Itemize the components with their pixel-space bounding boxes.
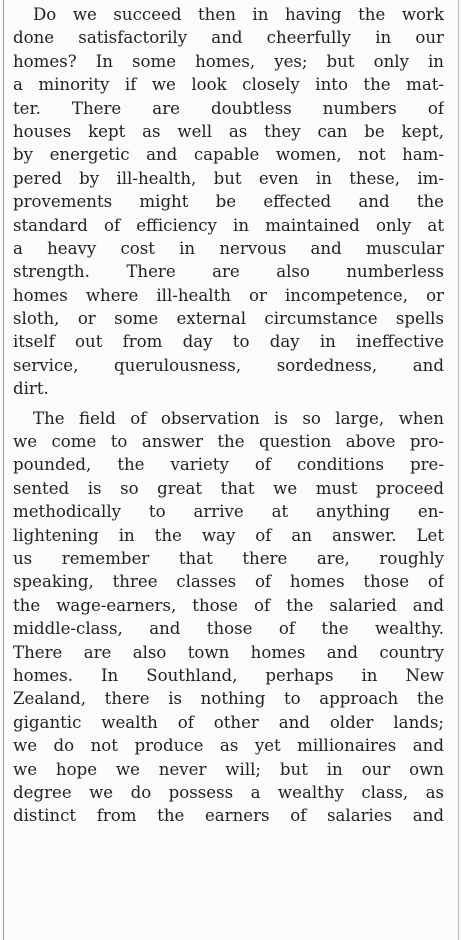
column-rule-left xyxy=(3,0,4,940)
text-line: sented is so great that we must proceed xyxy=(13,478,444,498)
text-line: houses kept as well as they can be kept, xyxy=(13,121,444,141)
paragraph-2 xyxy=(13,407,444,828)
text-line: dirt. xyxy=(13,379,49,399)
text-line: methodically to arrive at anything en- xyxy=(13,502,444,522)
column-rule-right xyxy=(458,0,459,940)
text-line: homes. In Southland, perhaps in New xyxy=(13,665,444,685)
text-line: Do we succeed then in having the work xyxy=(33,5,444,24)
text-line: service, querulousness, sordedness, and xyxy=(13,355,444,375)
text-line: us remember that there are, roughly xyxy=(13,548,444,568)
text-line: Zealand, there is nothing to approach the xyxy=(13,689,444,709)
text-line: we hope we never will; but in our own xyxy=(13,759,444,779)
text-line: a heavy cost in nervous and muscular xyxy=(13,238,444,258)
text-line: There are also town homes and country xyxy=(13,642,444,662)
text-line: the wage-earners, those of the salaried and xyxy=(13,595,444,615)
text-line: a minority if we look closely into the mat- xyxy=(13,75,444,95)
text-line: ter. There are doubtless numbers of xyxy=(13,98,444,118)
text-line: we come to answer the question above pro- xyxy=(13,432,444,452)
text-line: lightening in the way of an answer. Let xyxy=(13,525,444,545)
text-line: pered by ill-health, but even in these, im- xyxy=(13,168,444,188)
text-line: homes where ill-health or incompetence, or xyxy=(13,285,444,305)
text-line: provements might be effected and the xyxy=(13,192,444,212)
text-line: we do not produce as yet millionaires and xyxy=(13,736,444,756)
text-line: done satisfactorily and cheerfully in our xyxy=(13,28,444,48)
text-line: strength. There are also numberless xyxy=(13,262,444,282)
text-line: distinct from the earners of salaries and xyxy=(13,806,444,826)
text-line: middle-class, and those of the wealthy. xyxy=(13,619,444,639)
text-line: homes? In some homes, yes; but only in xyxy=(13,51,444,71)
text-line: itself out from day to day in ineffective xyxy=(13,332,444,352)
paragraph-1 xyxy=(13,3,444,401)
text-line: gigantic wealth of other and older lands; xyxy=(13,712,444,732)
text-line: degree we do possess a wealthy class, as xyxy=(13,782,444,802)
text-line: standard of efficiency in maintained only at xyxy=(13,215,444,235)
text-line: by energetic and capable women, not ham- xyxy=(13,145,444,165)
text-line: The field of observation is so large, when xyxy=(33,408,444,428)
text-line: pounded, the variety of conditions pre- xyxy=(13,455,444,475)
article-text xyxy=(13,3,444,828)
text-line: speaking, three classes of homes those of xyxy=(13,572,444,592)
text-line: sloth, or some external circumstance spells xyxy=(13,309,444,329)
